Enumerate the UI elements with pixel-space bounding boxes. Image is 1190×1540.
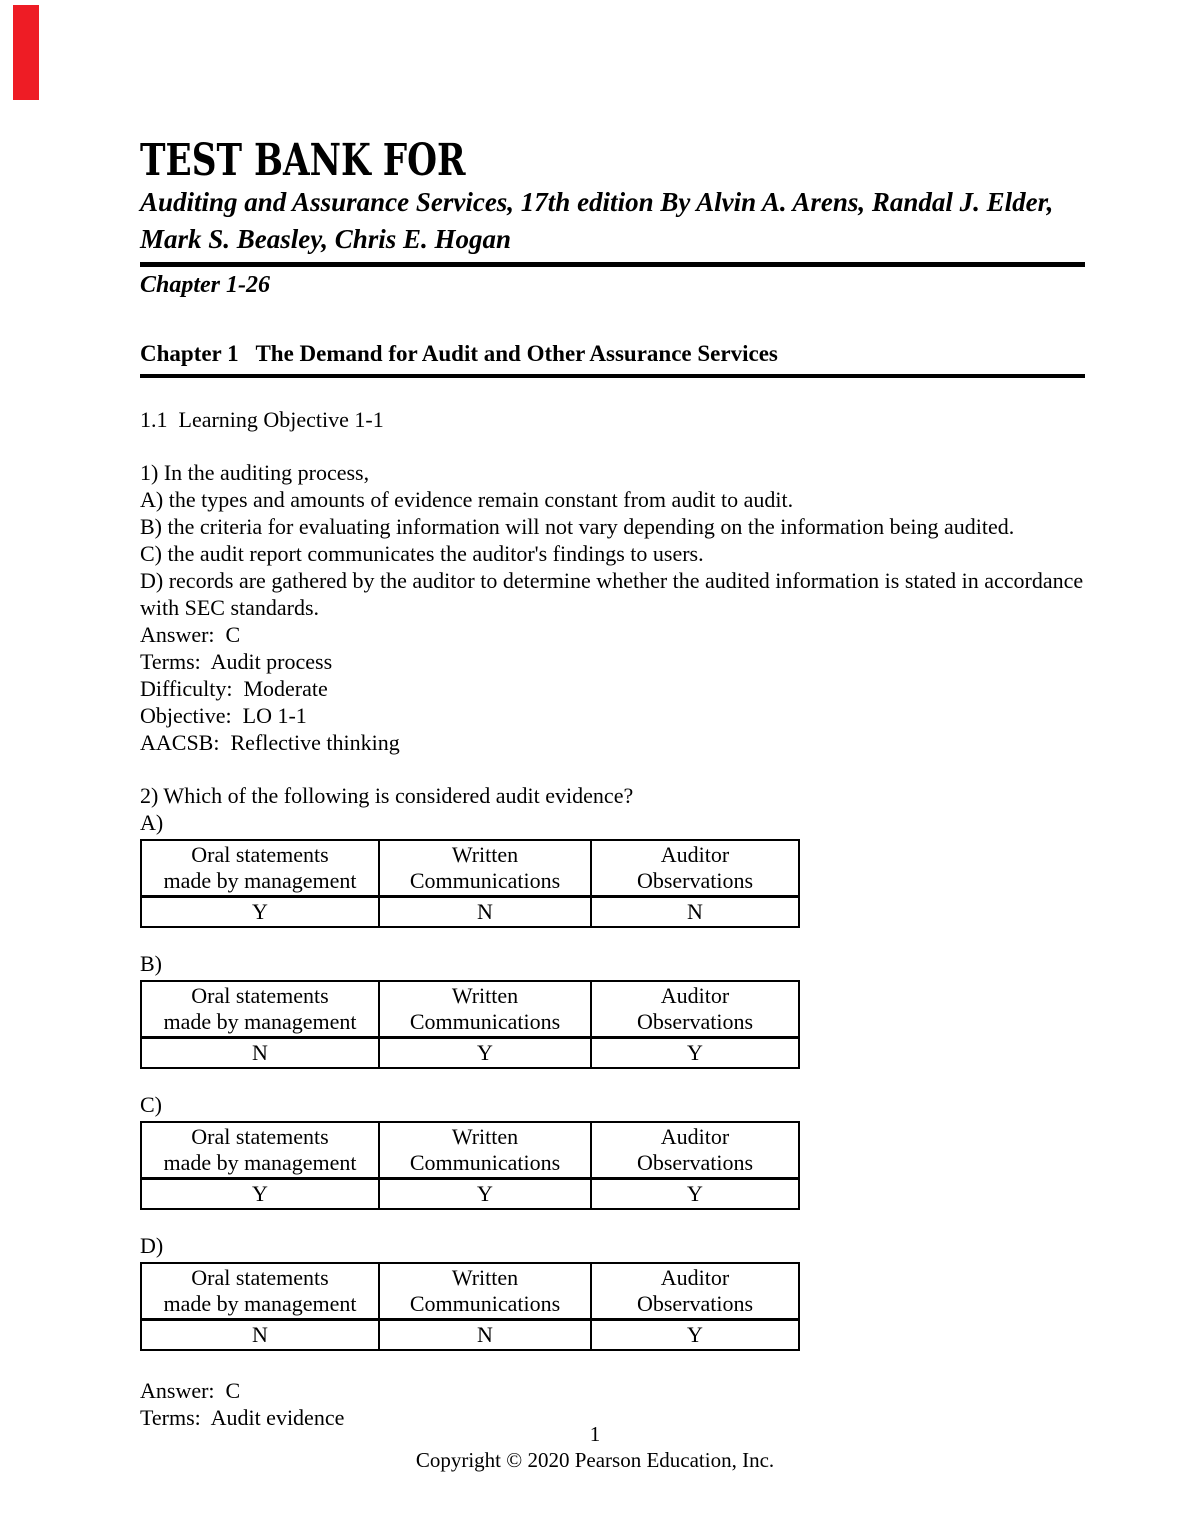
option-c-label: C) — [140, 1092, 162, 1117]
header-cell-auditor-observations: Auditor Observations — [591, 1263, 799, 1320]
question-1-choice-a: A) the types and amounts of evidence remain constant from audit to audit. — [140, 487, 794, 512]
value-cell: N — [141, 1320, 379, 1351]
page-number: 1 — [589, 1422, 601, 1446]
header-cell-auditor-observations: Auditor Observations — [591, 840, 799, 897]
table-header-row — [141, 840, 799, 897]
value-cell: Y — [141, 897, 379, 928]
value-cell: N — [591, 897, 799, 928]
value-cell: Y — [591, 1179, 799, 1210]
evidence-table-d — [140, 1262, 800, 1351]
section-heading: 1.1 Learning Objective 1-1 — [140, 407, 384, 432]
test-bank-title: TEST BANK FOR — [140, 135, 466, 186]
value-cell: Y — [591, 1320, 799, 1351]
option-d-label: D) — [140, 1233, 164, 1258]
question-2 — [140, 782, 1085, 1431]
header-cell-written-communications: Written Communications — [379, 1122, 591, 1179]
value-cell: N — [141, 1038, 379, 1069]
value-cell: N — [379, 897, 591, 928]
question-1-choice-c: C) the audit report communicates the auditor's findings to users. — [140, 541, 704, 566]
header-cell-written-communications: Written Communications — [379, 1263, 591, 1320]
question-1-difficulty: Difficulty: Moderate — [140, 676, 328, 701]
evidence-table-c — [140, 1121, 800, 1210]
question-1-answer: Answer: C — [140, 622, 241, 647]
question-1-terms: Terms: Audit process — [140, 649, 333, 674]
question-1-choice-b: B) the criteria for evaluating information will not vary depending on the information being audited. — [140, 514, 1015, 539]
table-value-row — [141, 1320, 799, 1351]
header-cell-auditor-observations: Auditor Observations — [591, 981, 799, 1038]
question-1 — [140, 459, 1089, 756]
book-title: Auditing and Assurance Services, 17th edition By Alvin A. Arens, Randal J. Elder, Mark S. Beasley, Chris E. Hogan — [140, 187, 1061, 254]
question-1-choice-d: D) records are gathered by the auditor to determine whether the audited information is stated in accordance with SEC standards. — [140, 568, 1089, 620]
value-cell: Y — [591, 1038, 799, 1069]
evidence-table-a — [140, 839, 800, 928]
red-ribbon-mark — [13, 5, 39, 100]
header-cell-oral-statements: Oral statements made by management — [141, 1263, 379, 1320]
question-2-terms: Terms: Audit evidence — [140, 1405, 345, 1430]
question-1-objective: Objective: LO 1-1 — [140, 703, 307, 728]
header-cell-oral-statements: Oral statements made by management — [141, 981, 379, 1038]
value-cell: N — [379, 1320, 591, 1351]
header-cell-auditor-observations: Auditor Observations — [591, 1122, 799, 1179]
table-value-row — [141, 1038, 799, 1069]
option-a-label: A) — [140, 810, 164, 835]
evidence-table-b — [140, 980, 800, 1069]
header-divider — [140, 262, 1085, 267]
header-cell-oral-statements: Oral statements made by management — [141, 840, 379, 897]
value-cell: Y — [379, 1179, 591, 1210]
question-1-aacsb: AACSB: Reflective thinking — [140, 730, 400, 755]
header-cell-written-communications: Written Communications — [379, 981, 591, 1038]
header-cell-oral-statements: Oral statements made by management — [141, 1122, 379, 1179]
table-header-row — [141, 1263, 799, 1320]
question-1-stem: 1) In the auditing process, — [140, 460, 370, 485]
table-value-row — [141, 897, 799, 928]
chapter-range: Chapter 1-26 — [140, 272, 271, 298]
table-header-row — [141, 981, 799, 1038]
question-2-answer: Answer: C — [140, 1378, 241, 1403]
value-cell: Y — [379, 1038, 591, 1069]
chapter-heading: Chapter 1 The Demand for Audit and Other Assurance Services — [140, 340, 1085, 378]
question-2-stem: 2) Which of the following is considered audit evidence? — [140, 783, 634, 808]
copyright-notice: Copyright © 2020 Pearson Education, Inc. — [415, 1448, 775, 1472]
value-cell: Y — [141, 1179, 379, 1210]
page-footer — [0, 1421, 1190, 1474]
option-b-label: B) — [140, 951, 162, 976]
table-header-row — [141, 1122, 799, 1179]
header-cell-written-communications: Written Communications — [379, 840, 591, 897]
table-value-row — [141, 1179, 799, 1210]
